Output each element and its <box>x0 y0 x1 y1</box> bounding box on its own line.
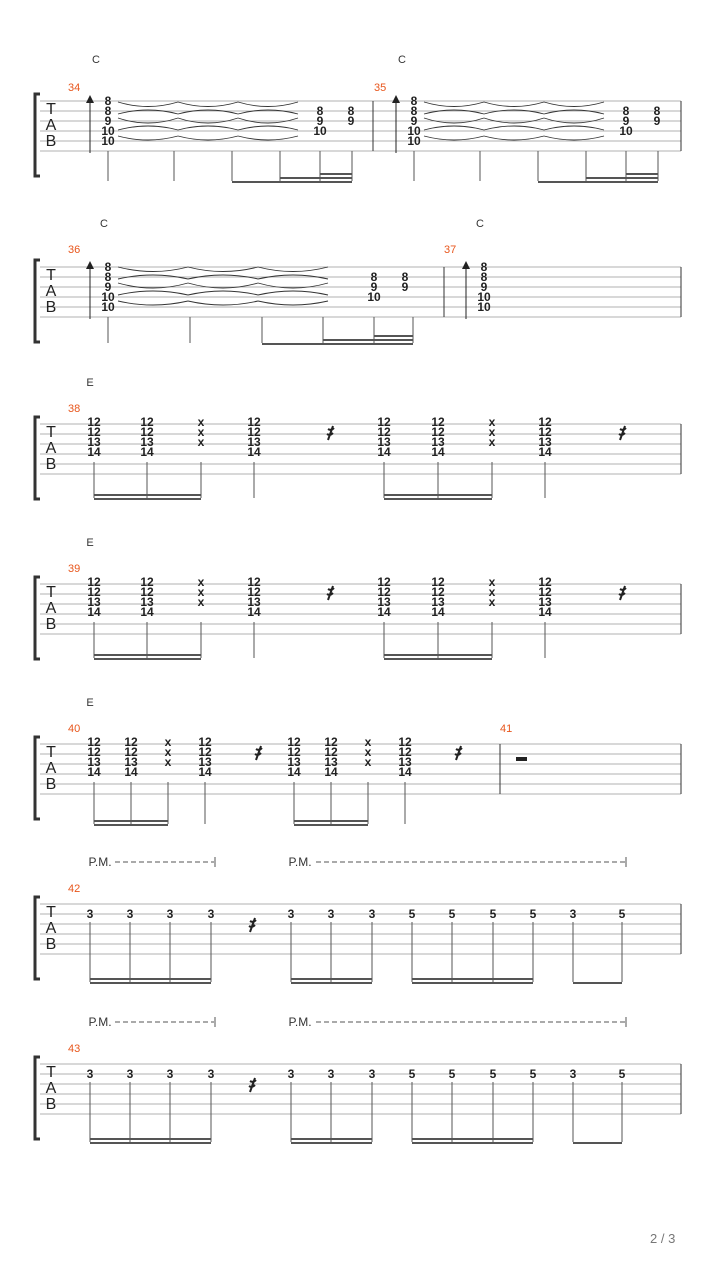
fret-number: 10 <box>619 124 633 138</box>
sixteenth-rest <box>249 918 256 932</box>
measure-number: 36 <box>68 244 81 256</box>
fret-number: 13 <box>377 435 391 449</box>
fret-number: 13 <box>538 435 552 449</box>
fret-number: 5 <box>618 907 626 921</box>
tie-arc <box>118 291 188 295</box>
note-beam <box>94 658 201 660</box>
system-bracket <box>35 417 40 499</box>
note-beam <box>291 982 372 984</box>
muted-note: x <box>488 415 496 429</box>
muted-note: x <box>488 575 496 589</box>
fret-number: 12 <box>87 745 101 759</box>
fret-number: 8 <box>653 104 661 118</box>
note-beam <box>412 978 533 980</box>
tab-clef-letter: B <box>45 1096 57 1113</box>
fret-number: 14 <box>247 605 261 619</box>
tie-arc <box>238 102 298 107</box>
tie-arc <box>258 301 328 305</box>
tie-arc <box>118 267 188 272</box>
note-beam <box>94 494 201 496</box>
fret-number: 12 <box>140 425 154 439</box>
tab-clef-letter: T <box>46 744 56 761</box>
muted-note: x <box>164 755 172 769</box>
tie-arc <box>544 136 604 140</box>
palm-mute-label: P.M. <box>288 1015 312 1029</box>
muted-note: x <box>197 595 205 609</box>
note-beam <box>412 1142 533 1144</box>
note-beam <box>374 335 413 337</box>
tie-arc <box>424 126 484 130</box>
muted-note: x <box>197 415 205 429</box>
fret-number: 12 <box>538 415 552 429</box>
fret-number: 12 <box>324 735 338 749</box>
note-beam <box>320 181 352 183</box>
fret-number: 8 <box>104 94 112 108</box>
muted-note: x <box>364 755 372 769</box>
palm-mute-label: P.M. <box>88 1015 112 1029</box>
tab-clef-letter: B <box>45 776 57 793</box>
fret-number: 8 <box>104 270 112 284</box>
fret-number: 12 <box>247 585 261 599</box>
fret-number: 12 <box>87 425 101 439</box>
strum-up-arrow <box>392 95 400 103</box>
fret-number: 12 <box>247 425 261 439</box>
chord-name: C <box>476 218 484 230</box>
fret-number: 14 <box>324 765 338 779</box>
muted-note: x <box>197 435 205 449</box>
fret-number: 12 <box>538 425 552 439</box>
fret-number: 14 <box>431 605 445 619</box>
system-bracket <box>35 94 40 176</box>
tab-clef-letter: T <box>46 101 56 118</box>
system-bracket <box>35 897 40 979</box>
fret-number: 14 <box>198 765 212 779</box>
tie-arc <box>178 102 238 107</box>
chord-name: C <box>398 54 406 66</box>
tab-clef-letter: A <box>45 440 57 457</box>
page-number: 2 / 3 <box>650 1231 676 1246</box>
fret-number: 14 <box>87 445 101 459</box>
note-beam <box>294 820 368 822</box>
fret-number: 5 <box>448 1067 456 1081</box>
fret-number: 12 <box>431 585 445 599</box>
fret-number: 12 <box>247 415 261 429</box>
tie-arc <box>178 126 238 130</box>
note-beam <box>320 173 352 175</box>
fret-number: 14 <box>140 445 154 459</box>
fret-number: 8 <box>104 104 112 118</box>
fret-number: 13 <box>247 595 261 609</box>
fret-number: 9 <box>653 114 661 128</box>
tie-arc <box>118 126 178 130</box>
muted-note: x <box>164 735 172 749</box>
tab-clef-letter: A <box>45 920 57 937</box>
fret-number: 13 <box>247 435 261 449</box>
sixteenth-rest <box>619 426 626 440</box>
fret-number: 10 <box>407 134 421 148</box>
fret-number: 3 <box>368 907 376 921</box>
fret-number: 8 <box>410 104 418 118</box>
fret-number: 9 <box>104 114 112 128</box>
fret-number: 8 <box>347 104 355 118</box>
tie-arc <box>118 301 188 305</box>
fret-number: 12 <box>247 575 261 589</box>
fret-number: 12 <box>538 575 552 589</box>
fret-number: 12 <box>538 585 552 599</box>
fret-number: 12 <box>198 735 212 749</box>
note-beam <box>94 498 201 500</box>
note-beam <box>573 1142 622 1144</box>
fret-number: 5 <box>448 907 456 921</box>
note-beam <box>90 1142 211 1144</box>
muted-note: x <box>488 425 496 439</box>
fret-number: 13 <box>140 595 154 609</box>
tie-arc <box>118 102 178 107</box>
strum-up-arrow <box>86 261 94 269</box>
tab-clef-letter: B <box>45 936 57 953</box>
fret-number: 13 <box>140 435 154 449</box>
fret-number: 12 <box>377 575 391 589</box>
strum-up-arrow <box>86 95 94 103</box>
fret-number: 10 <box>101 300 115 314</box>
sixteenth-rest <box>619 586 626 600</box>
measure-number: 34 <box>68 82 81 94</box>
chord-name: E <box>86 697 94 709</box>
tie-arc <box>544 102 604 107</box>
muted-note: x <box>488 585 496 599</box>
system-bracket <box>35 737 40 819</box>
fret-number: 13 <box>124 755 138 769</box>
muted-note: x <box>164 745 172 759</box>
fret-number: 9 <box>347 114 355 128</box>
note-beam <box>291 1142 372 1144</box>
fret-number: 9 <box>370 280 378 294</box>
fret-number: 13 <box>198 755 212 769</box>
fret-number: 3 <box>166 907 174 921</box>
fret-number: 12 <box>87 735 101 749</box>
fret-number: 5 <box>489 1067 497 1081</box>
fret-number: 9 <box>410 114 418 128</box>
fret-number: 3 <box>207 1067 215 1081</box>
fret-number: 8 <box>401 270 409 284</box>
tie-arc <box>188 301 258 305</box>
fret-number: 8 <box>622 104 630 118</box>
fret-number: 12 <box>124 745 138 759</box>
fret-number: 13 <box>431 435 445 449</box>
note-beam <box>374 339 413 341</box>
tab-clef-letter: B <box>45 456 57 473</box>
fret-number: 10 <box>101 124 115 138</box>
note-beam <box>626 173 658 175</box>
fret-number: 12 <box>124 735 138 749</box>
fret-number: 12 <box>324 745 338 759</box>
muted-note: x <box>488 595 496 609</box>
half-rest <box>516 757 527 761</box>
sixteenth-rest <box>455 746 462 760</box>
fret-number: 10 <box>367 290 381 304</box>
fret-number: 10 <box>101 290 115 304</box>
fret-number: 8 <box>370 270 378 284</box>
fret-number: 12 <box>431 575 445 589</box>
measure-number: 43 <box>68 1043 81 1055</box>
fret-number: 3 <box>287 907 295 921</box>
fret-number: 12 <box>377 585 391 599</box>
fret-number: 5 <box>529 907 537 921</box>
tie-arc <box>178 118 238 123</box>
tie-arc <box>544 126 604 130</box>
fret-number: 12 <box>377 425 391 439</box>
tie-arc <box>424 136 484 140</box>
fret-number: 13 <box>87 755 101 769</box>
tie-arc <box>238 118 298 123</box>
fret-number: 5 <box>618 1067 626 1081</box>
tab-clef-letter: A <box>45 1080 57 1097</box>
tie-arc <box>238 126 298 130</box>
note-beam <box>90 978 211 980</box>
fret-number: 14 <box>140 605 154 619</box>
tie-arc <box>424 118 484 123</box>
tab-clef-letter: T <box>46 1064 56 1081</box>
fret-number: 3 <box>327 1067 335 1081</box>
note-beam <box>626 177 658 179</box>
tie-arc <box>424 102 484 107</box>
fret-number: 8 <box>316 104 324 118</box>
fret-number: 8 <box>480 270 488 284</box>
fret-number: 12 <box>287 745 301 759</box>
fret-number: 13 <box>538 595 552 609</box>
fret-number: 3 <box>327 907 335 921</box>
fret-number: 3 <box>126 907 134 921</box>
tie-arc <box>238 136 298 140</box>
sixteenth-rest <box>249 1078 256 1092</box>
tie-arc <box>484 102 544 107</box>
system-bracket <box>35 260 40 342</box>
fret-number: 9 <box>401 280 409 294</box>
palm-mute-label: P.M. <box>88 855 112 869</box>
note-beam <box>294 824 368 826</box>
fret-number: 3 <box>207 907 215 921</box>
fret-number: 14 <box>431 445 445 459</box>
measure-number: 40 <box>68 723 81 735</box>
note-beam <box>291 978 372 980</box>
tie-arc <box>484 126 544 130</box>
fret-number: 14 <box>377 605 391 619</box>
fret-number: 12 <box>431 415 445 429</box>
fret-number: 12 <box>140 575 154 589</box>
tab-clef-letter: B <box>45 616 57 633</box>
note-beam <box>94 654 201 656</box>
tie-arc <box>258 291 328 295</box>
tab-clef-letter: A <box>45 600 57 617</box>
tab-clef-letter: T <box>46 424 56 441</box>
fret-number: 12 <box>431 425 445 439</box>
fret-number: 9 <box>104 280 112 294</box>
note-beam <box>384 654 492 656</box>
fret-number: 12 <box>87 575 101 589</box>
fret-number: 9 <box>316 114 324 128</box>
measure-number: 37 <box>444 244 457 256</box>
fret-number: 8 <box>104 260 112 274</box>
fret-number: 3 <box>166 1067 174 1081</box>
fret-number: 13 <box>377 595 391 609</box>
sixteenth-rest <box>327 426 334 440</box>
chord-name: C <box>92 54 100 66</box>
fret-number: 5 <box>489 907 497 921</box>
tie-arc <box>544 118 604 123</box>
fret-number: 14 <box>398 765 412 779</box>
fret-number: 10 <box>477 300 491 314</box>
chord-name: E <box>86 377 94 389</box>
note-beam <box>291 1138 372 1140</box>
muted-note: x <box>197 425 205 439</box>
note-beam <box>90 1138 211 1140</box>
tie-arc <box>118 136 178 140</box>
tab-clef-letter: A <box>45 117 57 134</box>
measure-number: 41 <box>500 723 513 735</box>
strum-up-arrow <box>462 261 470 269</box>
muted-note: x <box>364 745 372 759</box>
fret-number: 13 <box>287 755 301 769</box>
fret-number: 13 <box>324 755 338 769</box>
note-beam <box>384 494 492 496</box>
tab-clef-letter: T <box>46 267 56 284</box>
fret-number: 3 <box>569 907 577 921</box>
note-beam <box>384 658 492 660</box>
note-beam <box>384 498 492 500</box>
fret-number: 3 <box>86 1067 94 1081</box>
sixteenth-rest <box>255 746 262 760</box>
fret-number: 12 <box>140 415 154 429</box>
fret-number: 13 <box>431 595 445 609</box>
tie-arc <box>118 118 178 123</box>
fret-number: 14 <box>87 605 101 619</box>
tie-arc <box>188 267 258 272</box>
fret-number: 12 <box>398 735 412 749</box>
fret-number: 14 <box>124 765 138 779</box>
tie-arc <box>178 136 238 140</box>
fret-number: 9 <box>622 114 630 128</box>
fret-number: 5 <box>408 907 416 921</box>
fret-number: 14 <box>87 765 101 779</box>
fret-number: 14 <box>538 605 552 619</box>
fret-number: 12 <box>140 585 154 599</box>
note-beam <box>374 343 413 345</box>
note-beam <box>94 824 168 826</box>
measure-number: 35 <box>374 82 387 94</box>
measure-number: 42 <box>68 883 81 895</box>
tie-arc <box>484 136 544 140</box>
fret-number: 14 <box>247 445 261 459</box>
muted-note: x <box>197 585 205 599</box>
note-beam <box>90 982 211 984</box>
fret-number: 10 <box>313 124 327 138</box>
fret-number: 3 <box>368 1067 376 1081</box>
tab-clef-letter: B <box>45 133 57 150</box>
system-bracket <box>35 577 40 659</box>
fret-number: 3 <box>86 907 94 921</box>
measure-number: 38 <box>68 403 81 415</box>
fret-number: 14 <box>287 765 301 779</box>
fret-number: 10 <box>101 134 115 148</box>
fret-number: 8 <box>480 260 488 274</box>
fret-number: 12 <box>398 745 412 759</box>
fret-number: 3 <box>126 1067 134 1081</box>
muted-note: x <box>364 735 372 749</box>
chord-name: C <box>100 218 108 230</box>
fret-number: 5 <box>408 1067 416 1081</box>
fret-number: 13 <box>398 755 412 769</box>
fret-number: 9 <box>480 280 488 294</box>
tab-clef-letter: A <box>45 760 57 777</box>
fret-number: 14 <box>538 445 552 459</box>
note-beam <box>412 1138 533 1140</box>
tab-clef-letter: B <box>45 299 57 316</box>
tab-clef-letter: T <box>46 584 56 601</box>
sixteenth-rest <box>327 586 334 600</box>
fret-number: 13 <box>87 435 101 449</box>
fret-number: 5 <box>529 1067 537 1081</box>
note-beam <box>320 177 352 179</box>
chord-name: E <box>86 537 94 549</box>
fret-number: 10 <box>407 124 421 138</box>
fret-number: 13 <box>87 595 101 609</box>
fret-number: 3 <box>569 1067 577 1081</box>
note-beam <box>626 181 658 183</box>
fret-number: 3 <box>287 1067 295 1081</box>
measure-number: 39 <box>68 563 81 575</box>
fret-number: 10 <box>477 290 491 304</box>
tie-arc <box>484 118 544 123</box>
fret-number: 12 <box>287 735 301 749</box>
fret-number: 12 <box>87 415 101 429</box>
note-beam <box>573 982 622 984</box>
fret-number: 12 <box>198 745 212 759</box>
note-beam <box>94 820 168 822</box>
tab-clef-letter: T <box>46 904 56 921</box>
tie-arc <box>258 267 328 272</box>
tie-arc <box>188 291 258 295</box>
tab-clef-letter: A <box>45 283 57 300</box>
fret-number: 8 <box>410 94 418 108</box>
fret-number: 12 <box>377 415 391 429</box>
fret-number: 14 <box>377 445 391 459</box>
muted-note: x <box>488 435 496 449</box>
muted-note: x <box>197 575 205 589</box>
note-beam <box>412 982 533 984</box>
fret-number: 12 <box>87 585 101 599</box>
system-bracket <box>35 1057 40 1139</box>
palm-mute-label: P.M. <box>288 855 312 869</box>
